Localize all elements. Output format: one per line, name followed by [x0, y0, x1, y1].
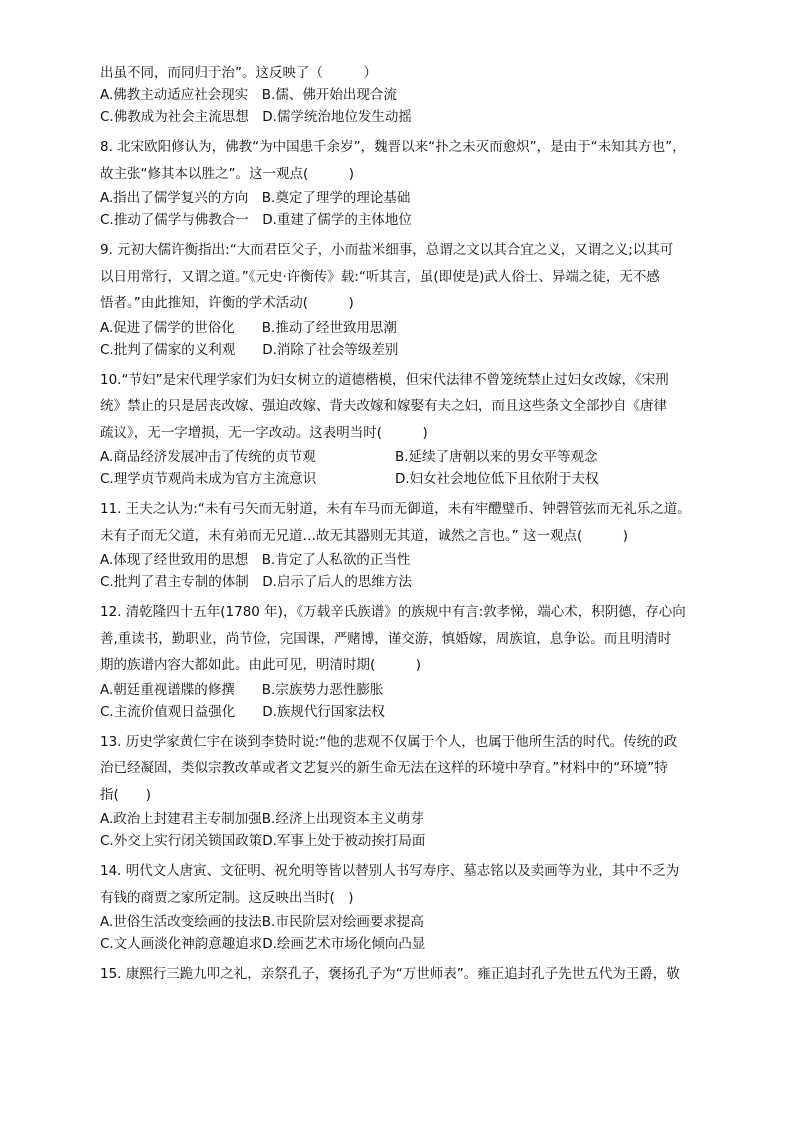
question-stem [100, 134, 698, 187]
question-stem-line: 以日用常行，又谓之道。”《元史·许衡传》载:“听其言，虽(即使是)武人俗士、异端之徒，无不感 [100, 268, 660, 285]
question-stem [100, 367, 698, 447]
option-line-ab: A.体现了经世致用的思想 B.肯定了人私欲的正当性 [100, 552, 411, 568]
question-10 [100, 367, 698, 491]
question-14 [100, 858, 698, 955]
question-stem-line: 疏议》，无一字增损，无一字改动。这表明当时( ) [100, 424, 428, 441]
option-line-cd: C.佛教成为社会主流思想 D.儒学统治地位发生动摇 [100, 109, 412, 125]
option-row-ab [100, 446, 698, 468]
question-stem [100, 237, 698, 317]
option-c: C.理学贞节观尚未成为官方主流意识 [100, 471, 317, 487]
option-row-cd [100, 468, 698, 490]
question-stem [100, 496, 698, 549]
option-line-ab: A.佛教主动适应社会现实 B.儒、佛开始出现合流 [100, 87, 397, 103]
question-stem-line: 指( ) [100, 786, 152, 803]
question-stem-line: 9. 元初大儒许衡指出:“大而君臣父子，小而盐米细事，总谓之文以其合宜之义，又谓之义;以其可 [100, 242, 674, 258]
option-line-cd: C.批判了君主专制的体制 D.启示了后人的思维方法 [100, 574, 412, 590]
option-b: B.延续了唐朝以来的男女平等观念 [395, 449, 598, 465]
question-stem-line: 出虽不同，而同归于治”。这反映了（ ） [100, 65, 377, 81]
question-stem-line: 故主张“修其本以胜之”。这一观点( ) [100, 165, 355, 182]
option-line-ab: A.促进了儒学的世俗化 B.推动了经世致用思潮 [100, 319, 397, 336]
question-11 [100, 496, 698, 593]
question-stem-line: 14. 明代文人唐寅、文征明、祝允明等皆以替别人书写寿序、墓志铭以及卖画等为业，其中不乏为 [100, 863, 680, 879]
question-stem-line: 12. 清乾隆四十五年(1780 年)，《万载辛氏族谱》的族规中有言:敦孝悌，端心术，积阴德，存心向 [100, 604, 686, 620]
question-stem-line: 8. 北宋欧阳修认为，佛教“为中国患千余岁”，魏晋以来“扑之未灭而愈炽”，是由于“未知其方也”， [100, 139, 686, 155]
option-line-ab: A.世俗生活改变绘画的技法B.市民阶层对绘画要求提高 [100, 914, 424, 930]
option-line-cd: C.外交上实行闭关锁国政策D.军事上处于被动挨打局面 [100, 833, 426, 849]
question-8 [100, 134, 698, 231]
question-stem [100, 858, 698, 911]
option-line-ab: A.指出了儒学复兴的方向 B.奠定了理学的理论基础 [100, 190, 411, 206]
question-stem-line: 15. 康熙行三跪九叩之礼，亲祭孔子，褒扬孔子为“万世师表”。雍正追封孔子先世五代为王爵，敬 [100, 966, 680, 982]
question-stem-line: 期的族谱内容大都如此。由此可见，明清时期( ) [100, 657, 422, 673]
question-stem-line: 统》禁止的只是居丧改嫁、强迫改嫁、背夫改嫁和嫁娶有夫之妇，而且这些条文全部抄自《唐律 [100, 398, 667, 414]
question-7-continued [100, 62, 698, 128]
question-stem [100, 729, 698, 809]
question-stem-line: 治已经凝固，类似宗教改革或者文艺复兴的新生命无法在这样的环境中孕育。”材料中的“环境”特 [100, 760, 668, 776]
question-stem [100, 599, 698, 679]
question-stem-line: 11. 王夫之认为:“未有弓矢而无射道，未有车马而无御道，未有牢醴璧币、钟磬管弦而无礼乐之道。 [100, 501, 691, 517]
question-stem-line: 有钱的商贾之家所定制。这反映出当时( ) [100, 889, 354, 906]
question-13 [100, 729, 698, 853]
option-line-ab: A.朝廷重视谱牒的修撰 B.宗族势力恶性膨胀 [100, 681, 384, 698]
option-d: D.妇女社会地位低下且依附于夫权 [395, 471, 599, 487]
question-15 [100, 961, 698, 988]
question-12 [100, 599, 698, 723]
option-line-ab: A.政治上封建君主专制加强B.经济上出现资本主义萌芽 [100, 811, 424, 827]
option-line-cd: C.主流价值观日益强化 D.族规代行国家法权 [100, 703, 385, 720]
question-stem-line: 善,重读书，勤职业，尚节俭，完国课，严赌博，谨交游，慎婚嫁，周族谊，息争讼。而且明清时 [100, 630, 672, 647]
question-stem-line: 13. 历史学家黄仁宇在谈到李贽时说:“他的悲观不仅属于个人，也属于他所生活的时代。传统的政 [100, 733, 678, 750]
option-a: A.商品经济发展冲击了传统的贞节观 [100, 449, 316, 465]
question-stem-line: 悟者。”由此推知，许衡的学术活动( ) [100, 295, 354, 311]
option-line-cd: C.批判了儒家的义利观 D.消除了社会等级差别 [100, 341, 399, 358]
question-9 [100, 237, 698, 361]
question-stem [100, 961, 698, 988]
option-line-cd: C.推动了儒学与佛教合一 D.重建了儒学的主体地位 [100, 212, 412, 228]
question-stem-line: 未有子而无父道，未有弟而无兄道…故无其器则无其道，诚然之言也。” 这一观点( ) [100, 527, 629, 544]
option-line-cd: C.文人画淡化神韵意趣追求D.绘画艺术市场化倾向凸显 [100, 936, 426, 952]
question-stem-line: 10.“节妇”是宋代理学家们为妇女树立的道德楷模，但宋代法律不曾笼统禁止过妇女改嫁，《宋刑 [100, 371, 669, 388]
exam-page [100, 62, 698, 988]
